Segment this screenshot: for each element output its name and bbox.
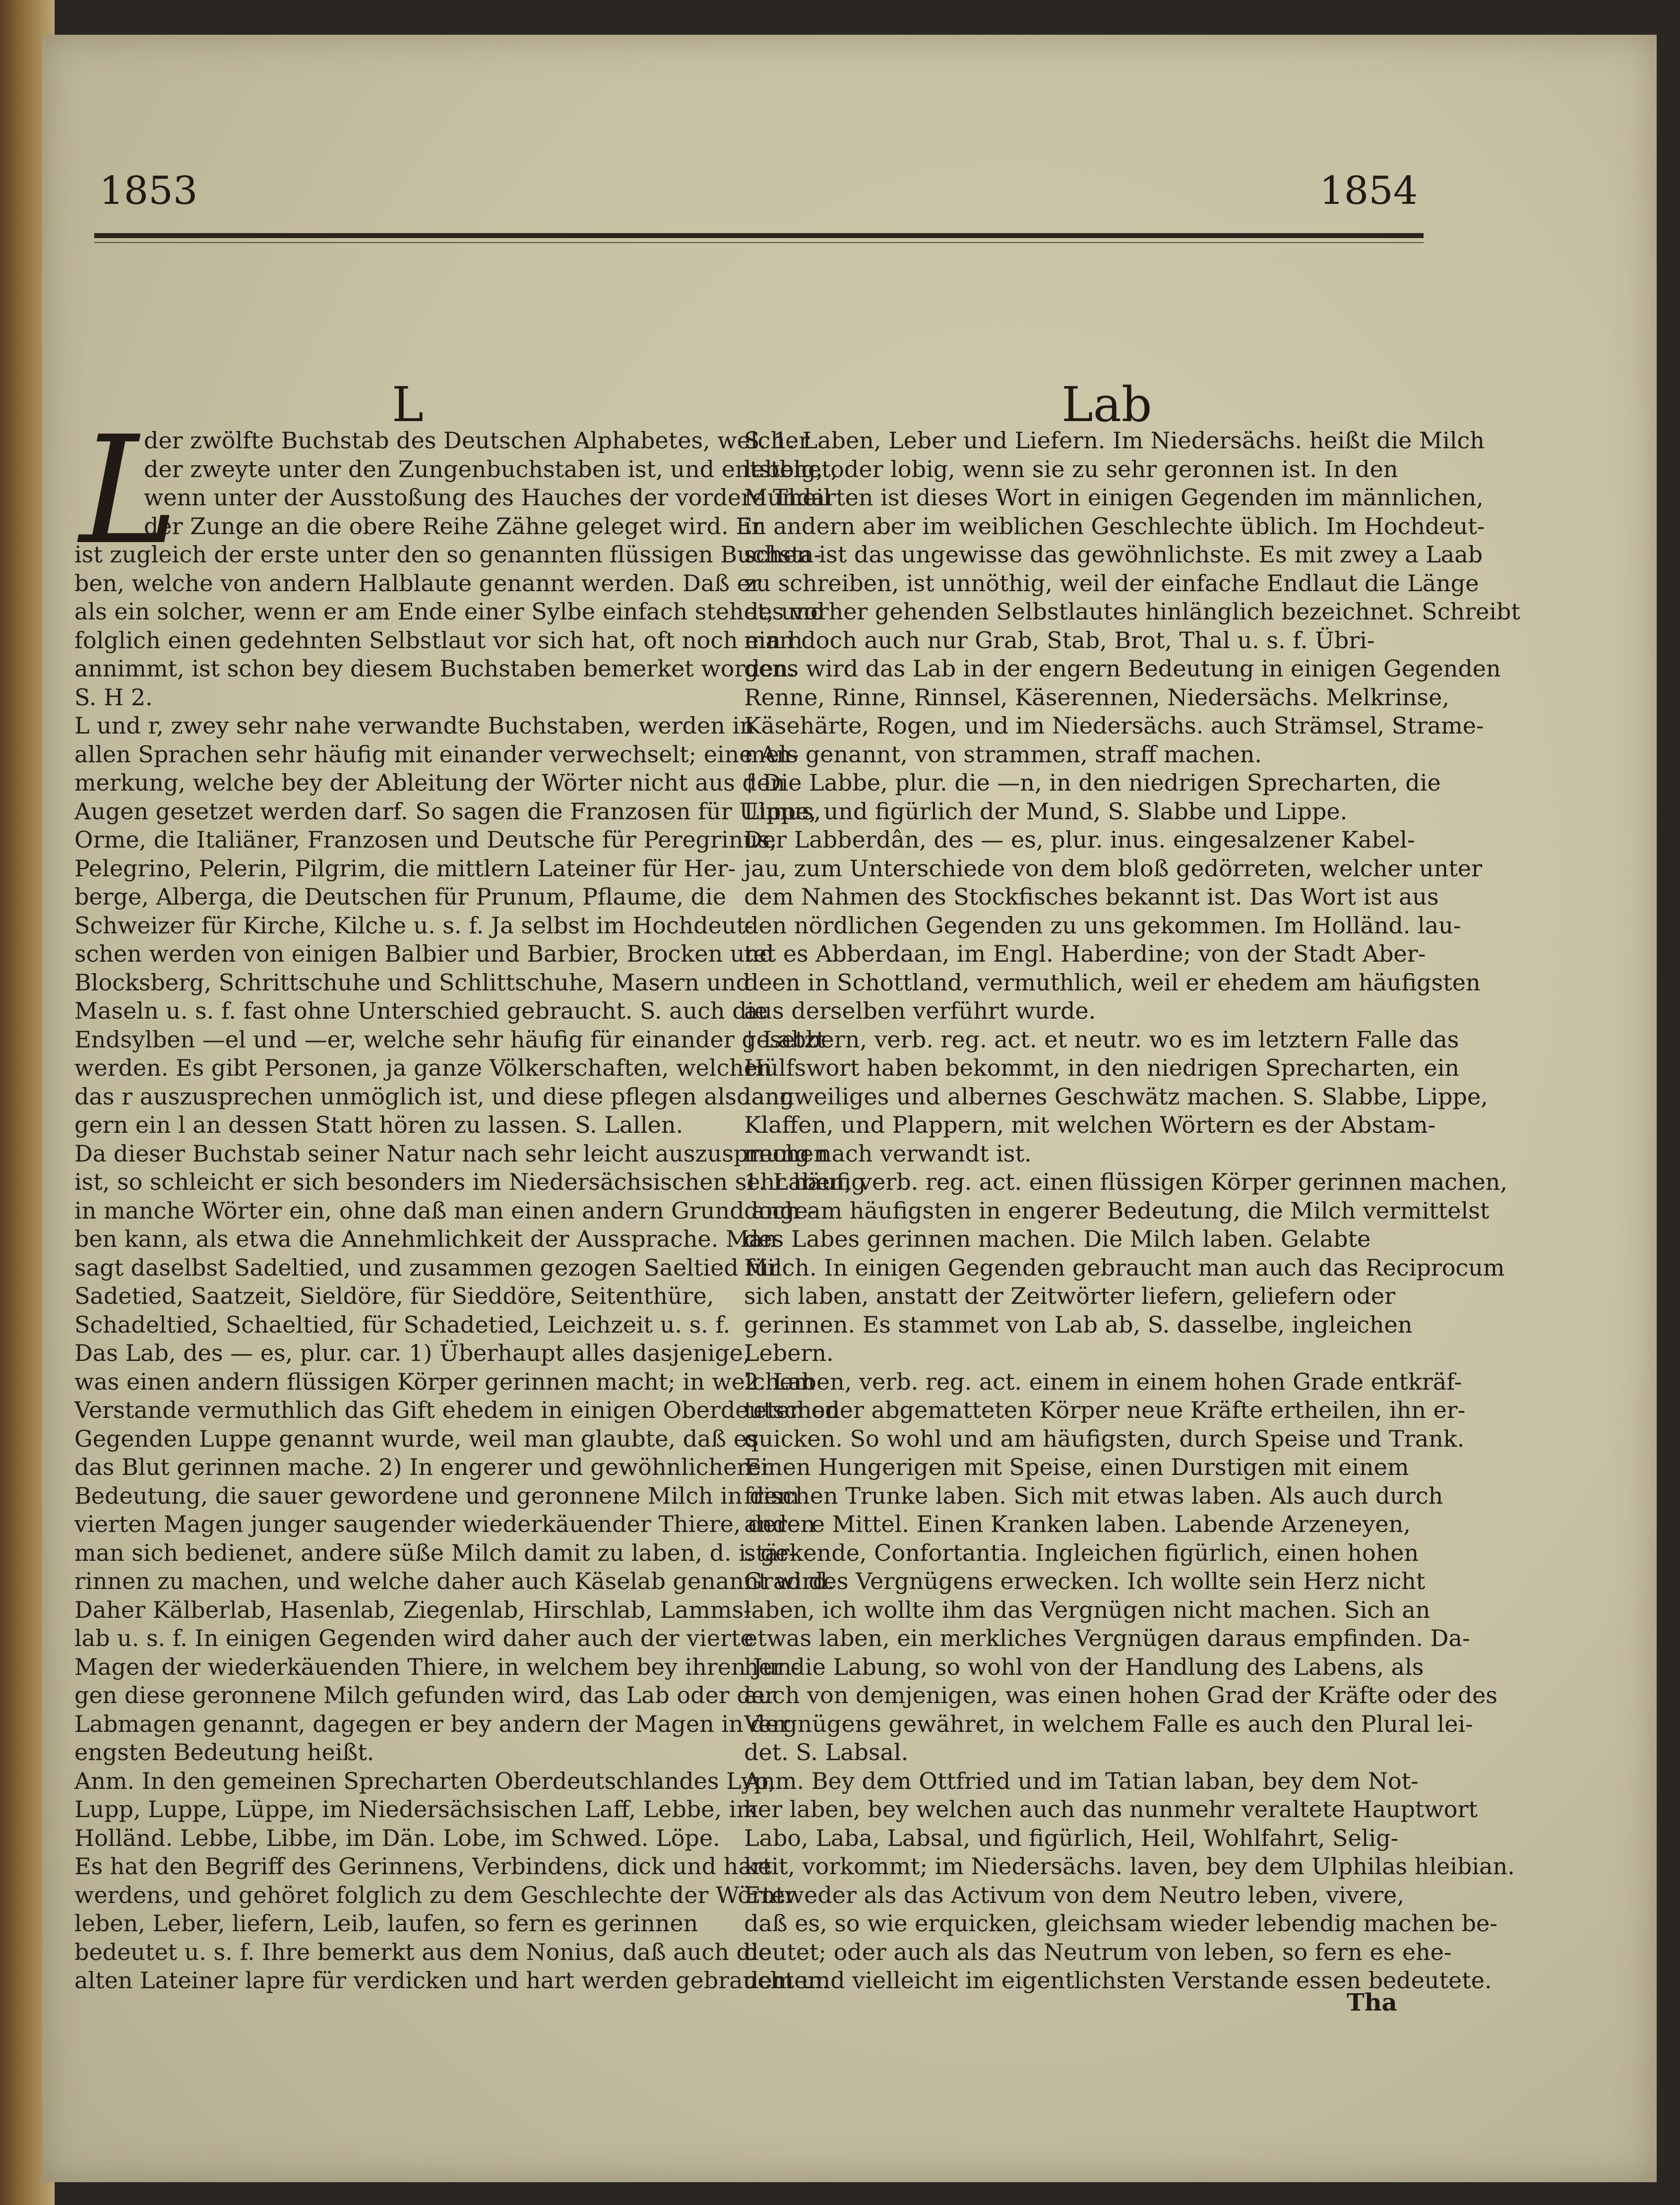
text-line: Anm. In den gemeinen Sprecharten Oberdeutschlandes Lyp, (74, 1767, 776, 1794)
text-line: 1. Laben, verb. reg. act. einen flüssigen Körper gerinnen machen, (744, 1168, 1508, 1195)
text-line: aus derselben verführt wurde. (744, 997, 1096, 1024)
text-line: teten oder abgematteten Körper neue Kräfte ertheilen, ihn er- (744, 1397, 1466, 1423)
text-line: werden. Es gibt Personen, ja ganze Völkerschaften, welchen (74, 1054, 772, 1081)
text-line: mels genannt, von strammen, straff machen. (744, 740, 1262, 768)
text-line: ker laben, bey welchen auch das nunmehr veraltete Hauptwort (744, 1796, 1478, 1823)
text-line: Magen der wiederkäuenden Thiere, in welchem bey ihren Jun- (74, 1653, 800, 1680)
text-line: deutet; oder auch als das Neutrum von leben, so fern es ehe- (744, 1938, 1452, 1965)
text-line: Vergnügens gewähret, in welchem Falle es auch den Plural lei- (744, 1710, 1473, 1737)
text-line: Da dieser Buchstab seiner Natur nach sehr leicht auszusprechen (74, 1140, 828, 1167)
text-line: schen werden von einigen Balbier und Barbier, Brocken und (74, 940, 774, 967)
text-line: ist zugleich der erste unter den so genannten flüssigen Buchsta- (74, 541, 822, 568)
text-line: des vorher gehenden Selbstlautes hinlänglich bezeichnet. Schreibt (744, 598, 1520, 625)
text-line: Entweder als das Activum von dem Neutro leben, vivere, (744, 1881, 1405, 1908)
text-line: man sich bedienet, andere süße Milch damit zu laben, d. i. ge- (74, 1539, 797, 1566)
text-line: ben kann, als etwa die Annehmlichkeit der Aussprache. Man (74, 1225, 778, 1252)
text-line: Maseln u. s. f. fast ohne Unterschied gebraucht. S. auch die (74, 997, 768, 1024)
text-line: Gegenden Luppe genannt wurde, weil man glaubte, daß es (74, 1425, 759, 1452)
text-line: vierten Magen junger saugender wiederkäuender Thiere, deren (74, 1511, 815, 1537)
page-number-right: 1854 (1319, 169, 1418, 213)
text-line: Endsylben —el und —er, welche sehr häufig für einander gesetzt (74, 1026, 826, 1053)
text-line: annimmt, ist schon bey diesem Buchstaben bemerket worden. (74, 655, 796, 682)
text-line: alten Lateiner lapre für verdicken und hart werden gebrauchten. (74, 1967, 830, 1994)
text-line: des Labes gerinnen machen. Die Milch laben. Gelabte (744, 1225, 1371, 1252)
text-line: stärkende, Confortantia. Ingleichen figürlich, einen hohen (744, 1539, 1419, 1566)
text-line: der Zunge an die obere Reihe Zähne geleget wird. Er (144, 512, 763, 540)
header-rule-thin (94, 242, 1424, 243)
text-line: allen Sprachen sehr häufig mit einander verwechselt; eine An- (74, 740, 799, 768)
text-line: Lupp, Luppe, Lüppe, im Niedersächsischen Laff, Lebbe, im (74, 1796, 758, 1823)
text-line: zu schreiben, ist unnöthig, weil der einfache Endlaut die Länge (744, 569, 1479, 597)
header-rule (94, 233, 1424, 238)
page-number-left: 1853 (99, 169, 198, 213)
text-line: Das Lab, des — es, plur. car. 1) Überhaupt alles dasjenige, (74, 1340, 750, 1366)
text-line: Orme, die Italiäner, Franzosen und Deutsche für Peregrinus, (74, 826, 777, 853)
text-line: schen ist das ungewisse das gewöhnlichste. Es mit zwey a Laab (744, 541, 1483, 568)
text-line: Labo, Laba, Labsal, und figürlich, Heil, Wohlfahrt, Selig- (744, 1824, 1399, 1851)
text-line: S. 1. Laben, Leber und Liefern. Im Niedersächs. heißt die Milch (744, 427, 1485, 454)
text-line: Der Labberdân, des — es, plur. inus. eingesalzener Kabel- (744, 826, 1415, 853)
text-line: deen in Schottland, vermuthlich, weil er ehedem am häufigsten (744, 969, 1481, 996)
text-line: das r auszusprechen unmöglich ist, und diese pflegen alsdann (74, 1083, 795, 1110)
text-line: gern ein l an dessen Statt hören zu lassen. S. Lallen. (74, 1111, 684, 1138)
text-line: Sadetied, Saatzeit, Sieldöre, für Sieddöre, Seitenthüre, (74, 1283, 714, 1309)
text-line: quicken. So wohl und am häufigsten, durch Speise und Trank. (744, 1425, 1465, 1452)
text-line: Es hat den Begriff des Gerinnens, Verbindens, dick und hart (74, 1853, 772, 1880)
text-line: dem Nahmen des Stockfisches bekannt ist. Das Wort ist aus (744, 883, 1439, 910)
text-line: † Labbern, verb. reg. act. et neutr. wo es im letztern Falle das (744, 1026, 1459, 1053)
text-line: Schweizer für Kirche, Kilche u. s. f. Ja selbst im Hochdeut- (74, 912, 753, 939)
text-line: ist, so schleicht er sich besonders im Niedersächsischen sehr häufig (74, 1168, 866, 1195)
text-line: sich laben, anstatt der Zeitwörter liefern, geliefern oder (744, 1283, 1396, 1309)
text-line: sagt daselbst Sadeltied, und zusammen gezogen Saeltied für (74, 1254, 780, 1281)
text-line: wenn unter der Ausstoßung des Hauches der vordere Theil (144, 484, 831, 511)
text-line: gerinnen. Es stammet von Lab ab, S. dasselbe, ingleichen (744, 1311, 1413, 1338)
text-line: S. H 2. (74, 683, 153, 711)
text-line: rinnen zu machen, und welche daher auch Käselab genannt wird. (74, 1568, 835, 1594)
text-line: folglich einen gedehnten Selbstlaut vor sich hat, oft noch ein h (74, 626, 803, 654)
text-line: Schadeltied, Schaeltied, für Schadetied, Leichzeit u. s. f. (74, 1311, 731, 1338)
text-line: Mundarten ist dieses Wort in einigen Gegenden im männlichen, (744, 484, 1484, 511)
text-line: frischen Trunke laben. Sich mit etwas laben. Als auch durch (744, 1482, 1443, 1509)
text-line: det. S. Labsal. (744, 1739, 909, 1766)
text-line: Lippe, und figürlich der Mund, S. Slabbe und Lippe. (744, 797, 1348, 825)
text-line: merkung, welche bey der Ableitung der Wörter nicht aus den (74, 769, 785, 796)
drop-cap-initial: L (79, 404, 179, 577)
text-line: Hülfswort haben bekommt, in den niedrigen Sprecharten, ein (744, 1054, 1460, 1081)
text-line: was einen andern flüssigen Körper gerinnen macht; in welchem (74, 1368, 815, 1395)
text-line: in andern aber im weiblichen Geschlechte üblich. Im Hochdeut- (744, 512, 1485, 540)
text-line: bedeutet u. s. f. Ihre bemerkt aus dem Nonius, daß auch die (74, 1938, 772, 1965)
text-line: Renne, Rinne, Rinnsel, Käserennen, Niedersächs. Melkrinse, (744, 683, 1450, 711)
text-line: Anm. Bey dem Ottfried und im Tatian laban, bey dem Not- (744, 1767, 1419, 1794)
text-line: andere Mittel. Einen Kranken laben. Labende Arzeneyen, (744, 1511, 1411, 1537)
text-line: gen diese geronnene Milch gefunden wird, das Lab oder der (74, 1682, 776, 1709)
text-line: Verstande vermuthlich das Gift ehedem in einigen Oberdeutschen (74, 1397, 840, 1423)
text-line: Lebern. (744, 1340, 834, 1366)
text-line: gens wird das Lab in der engern Bedeutung in einigen Gegenden (744, 655, 1501, 682)
text-line: laben, ich wollte ihm das Vergnügen nicht machen. Sich an (744, 1596, 1431, 1623)
text-line: lebbig, oder lobig, wenn sie zu sehr geronnen ist. In den (744, 455, 1398, 483)
text-line: L und r, zwey sehr nahe verwandte Buchstaben, werden in (74, 712, 754, 739)
text-line: mung nach verwandt ist. (744, 1140, 1032, 1167)
text-line: doch am häufigsten in engerer Bedeutung, die Milch vermittelst (744, 1197, 1490, 1224)
text-line: Käsehärte, Rogen, und im Niedersächs. auch Strämsel, Strame- (744, 712, 1484, 739)
text-line: dem und vielleicht im eigentlichsten Verstande essen bedeutete. (744, 1967, 1492, 1994)
text-line: der zweyte unter den Zungenbuchstaben ist, und entstehet, (144, 455, 838, 483)
text-line: etwas laben, ein merkliches Vergnügen daraus empfinden. Da- (744, 1625, 1470, 1652)
text-line: Holländ. Lebbe, Libbe, im Dän. Lobe, im Schwed. Löpe. (74, 1824, 720, 1851)
text-line: Grad des Vergnügens erwecken. Ich wollte sein Herz nicht (744, 1568, 1426, 1594)
text-line: † Die Labbe, plur. die —n, in den niedrigen Sprecharten, die (744, 769, 1441, 796)
text-line: als ein solcher, wenn er am Ende einer Sylbe einfach stehet, und (74, 598, 825, 625)
right-column (744, 427, 1520, 1995)
text-line: Blocksberg, Schrittschuhe und Schlittschuhe, Masern und (74, 969, 751, 996)
text-line: lab u. s. f. In einigen Gegenden wird daher auch der vierte (74, 1625, 754, 1652)
text-line: keit, vorkommt; im Niedersächs. laven, bey dem Ulphilas hleibian. (744, 1853, 1515, 1880)
text-line: 2. Laben, verb. reg. act. einem in einem hohen Grade entkräf- (744, 1368, 1462, 1395)
text-line: man doch auch nur Grab, Stab, Brot, Thal u. s. f. Übri- (744, 626, 1375, 654)
text-line: engsten Bedeutung heißt. (74, 1739, 374, 1766)
text-line: her die Labung, so wohl von der Handlung des Labens, als (744, 1653, 1424, 1680)
text-line: den nördlichen Gegenden zu uns gekommen. Im Holländ. lau- (744, 912, 1461, 939)
text-line: Augen gesetzet werden darf. So sagen die Franzosen für Ulmus, (74, 797, 821, 825)
text-line: tet es Abberdaan, im Engl. Haberdine; von der Stadt Aber- (744, 940, 1426, 967)
text-line: berge, Alberga, die Deutschen für Prunum, Pflaume, die (74, 883, 727, 910)
text-line: Bedeutung, die sauer gewordene und geronnene Milch in dem (74, 1482, 800, 1509)
text-line: in manche Wörter ein, ohne daß man einen andern Grund ange- (74, 1197, 816, 1224)
column-heading-left: L (392, 377, 424, 432)
catchword: Tha (1347, 1989, 1397, 2017)
text-line: jau, zum Unterschiede von dem bloß gedörreten, welcher unter (744, 855, 1483, 882)
text-line: daß es, so wie erquicken, gleichsam wieder lebendig machen be- (744, 1910, 1497, 1937)
text-line: Pelegrino, Pelerin, Pilgrim, die mittlern Lateiner für Her- (74, 855, 736, 882)
text-line: Einen Hungerigen mit Speise, einen Durstigen mit einem (744, 1454, 1409, 1480)
text-line: langweiliges und albernes Geschwätz machen. S. Slabbe, Lippe, (744, 1083, 1488, 1110)
text-line: ben, welche von andern Halblaute genannt werden. Daß er (74, 569, 761, 597)
text-line: werdens, und gehöret folglich zu dem Geschlechte der Wörter (74, 1881, 796, 1908)
text-line: leben, Leber, liefern, Leib, laufen, so fern es gerinnen (74, 1910, 698, 1937)
text-line: der zwölfte Buchstab des Deutschen Alphabetes, welcher (144, 427, 810, 454)
text-line: auch von demjenigen, was einen hohen Grad der Kräfte oder des (744, 1682, 1498, 1709)
text-line: Klaffen, und Plappern, mit welchen Wörtern es der Abstam- (744, 1111, 1436, 1138)
text-line: das Blut gerinnen mache. 2) In engerer und gewöhnlicherer (74, 1454, 772, 1480)
text-line: Daher Kälberlab, Hasenlab, Ziegenlab, Hirschlab, Lamms- (74, 1596, 751, 1623)
column-heading-right: Lab (1061, 377, 1152, 432)
text-line: Labmagen genannt, dagegen er bey andern der Magen in der (74, 1710, 790, 1737)
text-line: Milch. In einigen Gegenden gebraucht man auch das Reciprocum (744, 1254, 1505, 1281)
